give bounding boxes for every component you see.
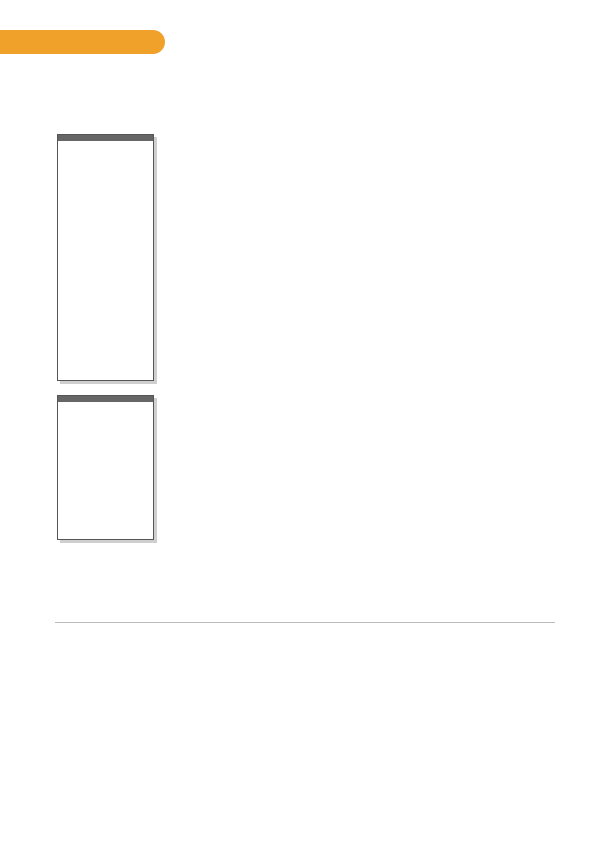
tax-burden-box (57, 134, 154, 381)
divider (55, 622, 555, 623)
tax-burden-lines (58, 141, 153, 145)
header-band (0, 30, 165, 54)
breakdown-lines (58, 402, 153, 406)
breakdown-box (57, 395, 154, 540)
expenditure-pie-chart (160, 280, 555, 620)
glossary (55, 630, 560, 800)
article (166, 72, 556, 297)
